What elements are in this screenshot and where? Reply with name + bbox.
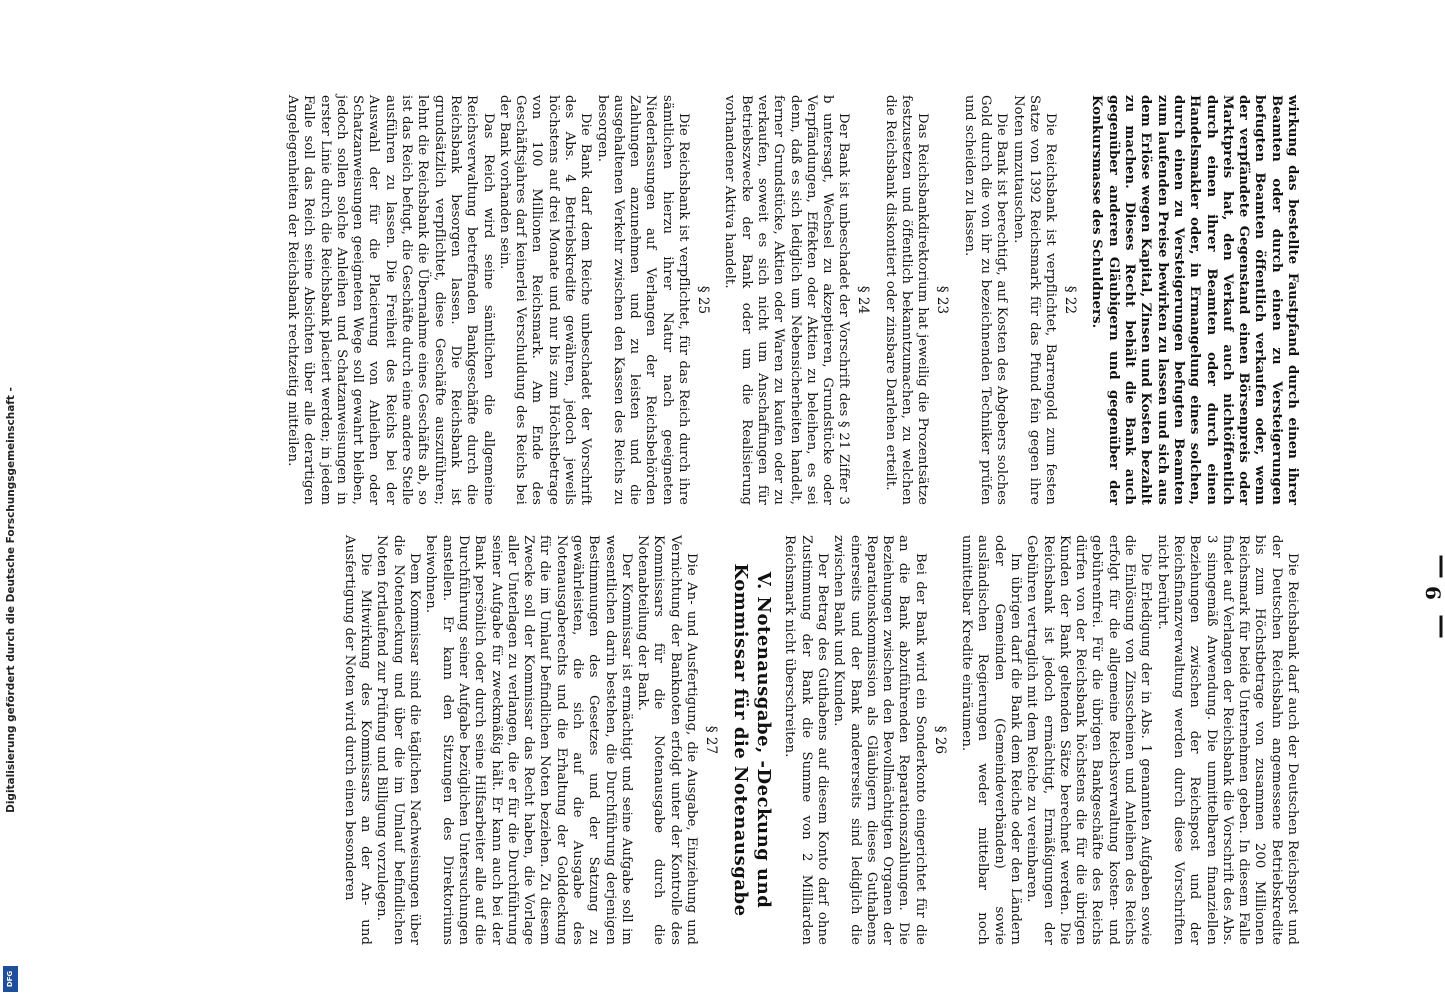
section-heading-23: § 23	[934, 285, 951, 315]
paragraph: Die Bank darf dem Reiche unbeschadet der Vorschrift des Abs. 4 Betriebskredite gewähren, jedoch jeweils höchstens auf drei Monate und nur bis zum Höchstbetrage von 100 Millionen Reichsmark. Am Ende des Geschäftsjahres darf keinerlei Verschuldung des Reichs bei der Bank vorhanden sein.	[496, 95, 594, 505]
paragraph: Die Bank ist berechtigt, auf Kosten des Abgebers solches Gold durch die von ihr zu bezeichnenden Techniker prüfen und scheiden zu lassen.	[961, 95, 1010, 505]
section-heading-24: § 24	[855, 285, 872, 315]
paragraph: Der Kommissar ist ermächtigt und seine Aufgabe soll im wesentlichen darin bestehen, die Durchführung derjenigen Bestimmungen des Gesetzes und der Satzung zu gewährleisten, die sich auf die Ausgabe des Notenausgaberechts und die Erhaltung der Golddeckung für die im Umlauf befindlichen Noten beziehen. Zu diesem Zwecke soll der Kommissar das Recht haben, die Vorlage aller Unterlagen zu verlangen, die er für die Durchführung seiner Aufgabe für zweckmäßig hält. Er kann auch bei der Bank persönlich oder durch seine Hilfsarbeiter alle auf die Durchführung seiner Aufgabe bezüglichen Untersuchungen anstellen. Er kann den Sitzungen des Direktoriums beiwohnen.	[423, 535, 634, 945]
page-number-dash-left	[1440, 556, 1443, 578]
dfg-logo-icon: DFG	[3, 966, 18, 992]
paragraph: Dem Kommissar sind die täglichen Nachweisungen über die Notendeckung und über die im Umlauf befindlichen Noten fortlaufend zur Prüfung und Billigung vorzulegen.	[374, 535, 423, 945]
paragraph: Der Bank ist unbeschadet der Vorschrift des § 21 Ziffer 3 b untersagt, Wechsel zu akzeptieren, Grundstücke oder Verpfändungen, Effekten oder Aktien zu beleihen, es sei denn, daß es sich lediglich um Nebensicherheiten handelt, ferner Grundstücke, Aktien oder Waren zu kaufen oder zu verkaufen, soweit es sich nicht um Anschaffungen für Betriebszwecke der Bank oder um die Realisierung vorhandener Aktiva handelt.	[722, 95, 852, 505]
paragraph: wirkung das bestellte Faustpfand durch einen ihrer Beamten oder durch einen zu Versteigerungen befugten Beamten öffentlich verkaufen oder, wenn der verpfändete Gegenstand einen Börsenpreis oder Marktpreis hat, den Verkauf auch nichtöffentlich durch einen ihrer Beamten oder durch einen Handelsmakler oder, in Ermangelung eines solchen, durch einen zu Versteigerungen befugten Beamten zum laufenden Preise bewirken zu lassen und sich aus dem Erlöse wegen Kapital, Zinsen und Kosten bezahlt zu machen. Dieses Recht behält die Bank auch gegenüber anderen Gläubigern und gegenüber der Konkursmasse des Schuldners.	[1089, 95, 1300, 505]
paragraph: Das Reichsbankdirektorium hat jeweilig die Prozentsätze festzusetzen und öffentlich bekanntzumachen, zu welchen die Reichsbank diskontiert oder zinsbare Darlehen erteilt.	[882, 95, 931, 505]
section-heading-25: § 25	[695, 285, 712, 315]
paragraph: Der Betrag des Guthabens auf diesem Konto darf ohne Zustimmung der Bank die Summe von 2 Milliarden Reichsmark nicht überschreiten.	[782, 535, 830, 945]
paragraph: Im übrigen darf die Bank dem Reiche oder den Ländern oder Gemeinden (Gemeindeverbänden) sowie ausländischen Regierungen weder mittelbar noch unmittelbar Kredite einräumen.	[959, 535, 1023, 945]
paragraph: Die Reichsbank ist verpflichtet, für das Reich durch ihre sämtlichen hierzu ihrer Natur nach geeigneten Niederlassungen auf Verlangen der Reichsbehörden Zahlungen anzunehmen und zu leisten und die ausgehaltenen Verkehr zwischen den Kassen des Reichs zu besorgen.	[594, 95, 692, 505]
digitization-footer	[0, 0, 22, 1000]
page-number: 6	[1420, 586, 1445, 600]
paragraph: Die Mitwirkung des Kommissars an der An- und Ausfertigung der Noten wird durch einen besonderen	[341, 535, 374, 945]
paragraph: Die An- und Ausfertigung, die Ausgabe, Einziehung und Vernichtung der Banknoten erfolgt unter der Kontrolle des Kommissars für die Notenausgabe durch die Notenabteilung der Bank.	[635, 535, 700, 945]
footer-credit: Digitalisierung gefördert durch die Deutsche Forschungsgemeinschaft -	[5, 387, 17, 813]
section-heading-27: § 27	[703, 725, 720, 755]
text-column-lower	[341, 535, 1300, 945]
paragraph: Die Erledigung der in Abs. 1 genannten Aufgaben sowie die Einlösung von Zinsscheinen und Anleihen des Reichs erfolgt für die allgemeine Reichsverwaltung kosten- und gebührenfrei. Für die übrigen Bankgeschäfte des Reichs dürfen von der Reichsbank höchstens die für die übrigen Kunden der Bank geltenden Sätze berechnet werden. Die Reichsbank ist jedoch ermächtigt, Ermäßigungen der Gebühren vertraglich mit dem Reiche zu vereinbaren.	[1024, 535, 1154, 945]
paragraph: Bei der Bank wird ein Sonderkonto eingerichtet für die an die Bank abzuführenden Reparationszahlungen. Die Beziehungen zwischen den Bevollmächtigten Organen der Reparationskommission als Gläubigern dieses Guthabens einerseits und der Bank andererseits sind lediglich die zwischen Bank und Kunden.	[831, 535, 928, 945]
chapter-heading: V. Notenausgabe, -Deckung und Kommissar für die Notenausgabe	[730, 563, 775, 917]
text-column-upper	[284, 95, 1300, 505]
section-heading-22: § 22	[1062, 285, 1079, 315]
page-number-dash-right	[1440, 616, 1443, 638]
paragraph: Das Reich wird seine sämtlichen die allgemeine Reichsverwaltung betreffenden Bankgeschäfte durch die Reichsbank besorgen lassen. Die Reichsbank ist grundsätzlich verpflichtet, diese Geschäfte auszuführen; lehnt die Reichsbank die Übernahme eines Geschäfts ab, so ist das Reich befugt, die Geschäfte durch eine andere Stelle ausführen zu lassen. Die Freiheit des Reichs bei der Auswahl der für die Placierung von Anleihen oder Schatzanweisungen geeigneten Wege soll gewahrt bleiben, jedoch sollen solche Anleihen und Schatzanweisungen in erster Linie durch die Reichsbank placiert werden; in jedem Falle soll das Reich seine Absichten über alle derartigen Angelegenheiten der Reichsbank rechtzeitig mitteilen.	[284, 95, 496, 505]
section-heading-26: § 26	[931, 725, 948, 755]
paragraph: Die Reichsbank darf auch der Deutschen Reichspost und der Deutschen Reichsbahn angemessene Betriebskredite bis zum Höchstbetrage von zusammen 200 Millionen Reichsmark für beide Unternehmen geben. In diesem Falle findet auf Verlangen der Reichsbank die Vorschrift des Abs. 3 sinngemäß Anwendung. Die unmittelbaren finanziellen Beziehungen zwischen der Reichspost und der Reichsfinanzverwaltung werden durch diese Vorschriften nicht berührt.	[1154, 535, 1300, 945]
paragraph: Die Reichsbank ist verpflichtet, Barrengold zum festen Satze von 1392 Reichsmark für das Pfund fein gegen ihre Noten umzutauschen.	[1010, 95, 1059, 505]
document-page	[130, 95, 1445, 945]
